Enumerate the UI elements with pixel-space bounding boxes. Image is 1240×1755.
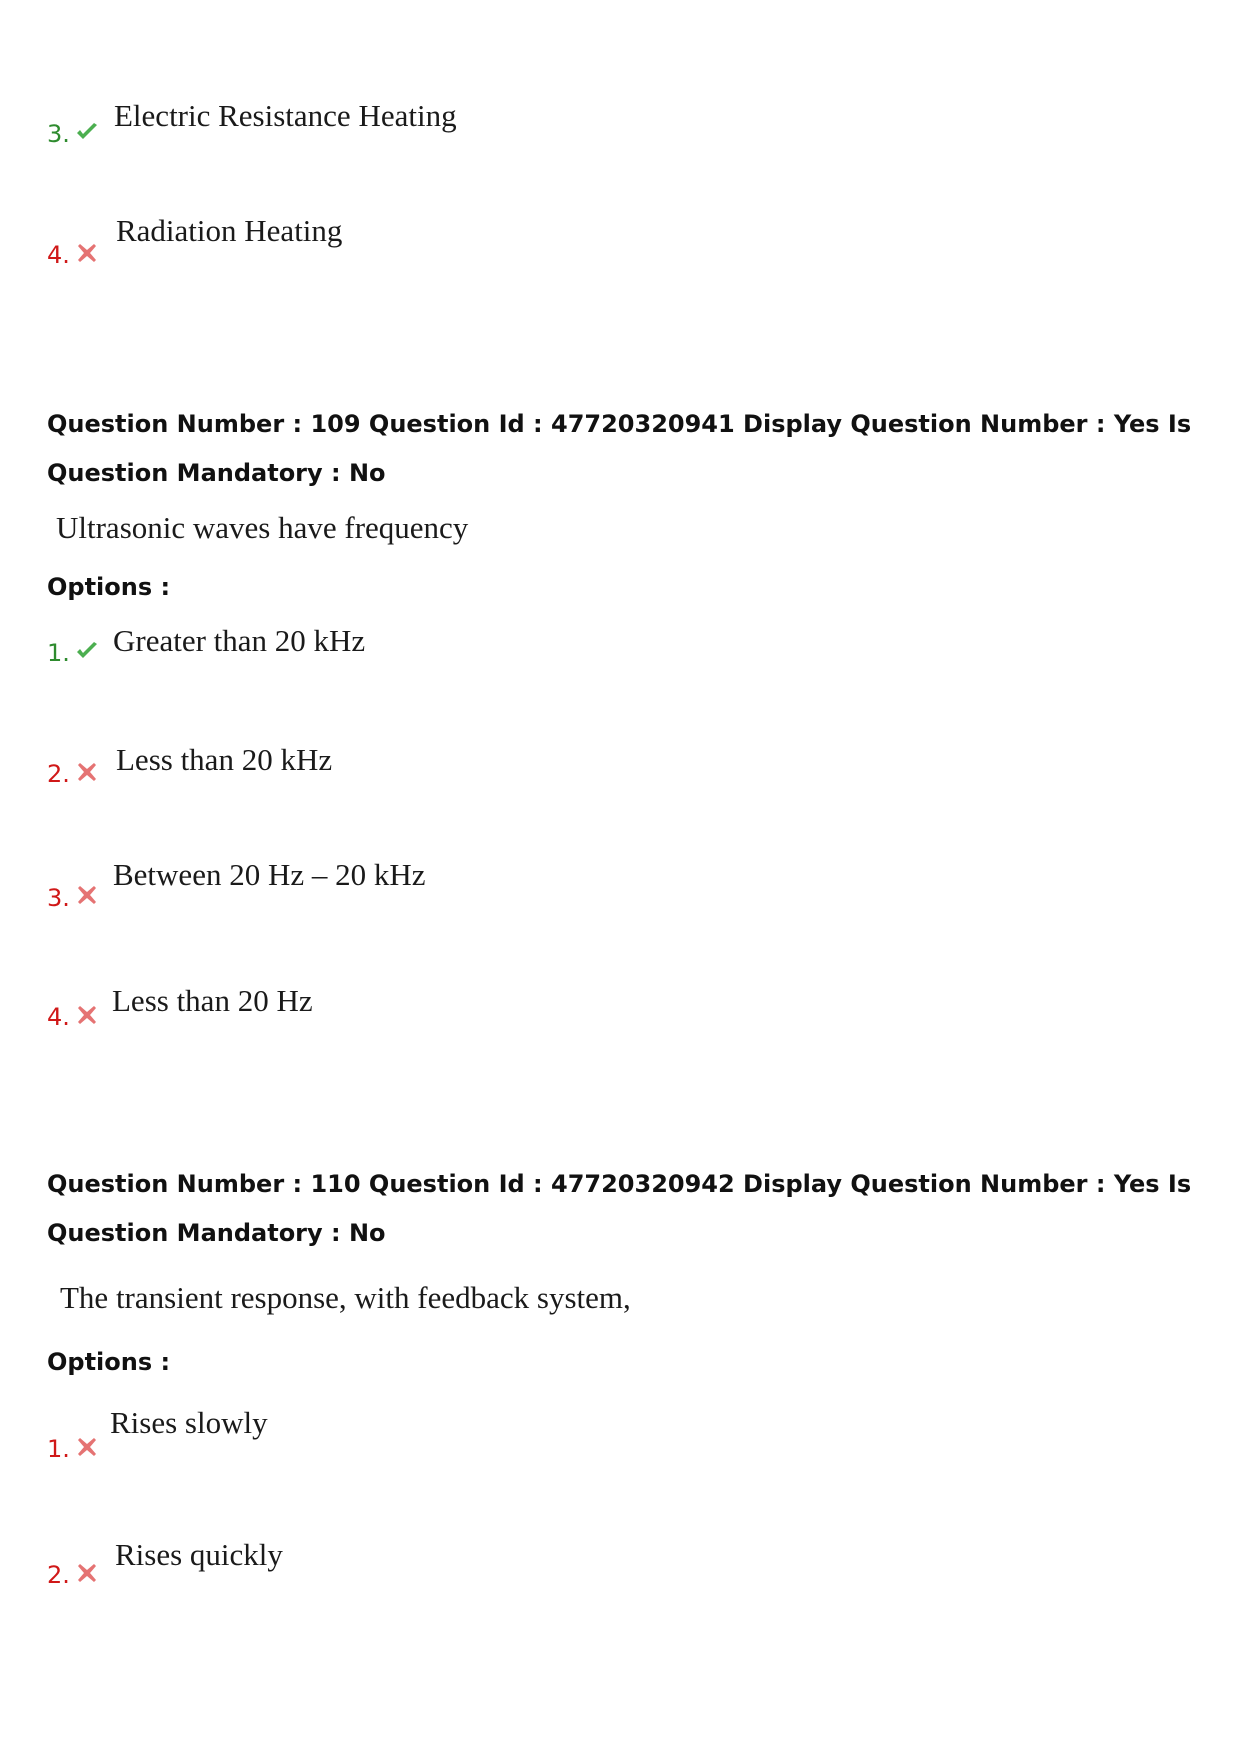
option-number: 3.: [47, 884, 70, 912]
check-icon: [75, 639, 99, 663]
q109-option-4: [47, 983, 747, 1063]
option-number: 3.: [47, 120, 70, 148]
option-text: Rises slowly: [110, 1405, 268, 1440]
option-number: 2.: [47, 760, 70, 788]
option-text: Greater than 20 kHz: [113, 623, 366, 658]
option-number: 4.: [47, 1003, 70, 1031]
q109-option-3: [47, 857, 747, 937]
q109-option-1: [47, 623, 747, 703]
option-text: Rises quickly: [115, 1537, 283, 1572]
question-header-110: Question Number : 110 Question Id : 47720320942 Display Question Number : Yes Is Question Mandatory : No: [47, 1170, 1192, 1247]
option-text: Electric Resistance Heating: [114, 98, 457, 133]
option-number: 2.: [47, 1561, 70, 1589]
question-header-109: Question Number : 109 Question Id : 47720320941 Display Question Number : Yes Is Question Mandatory : No: [47, 410, 1192, 487]
option-number: 1.: [47, 639, 70, 667]
option-text: Less than 20 kHz: [116, 742, 333, 777]
cross-icon: [75, 1561, 99, 1585]
check-icon: [75, 120, 99, 144]
q110-option-2: [47, 1537, 747, 1617]
prev-option-4: [47, 213, 747, 293]
cross-icon: [75, 1435, 99, 1459]
cross-icon: [75, 241, 99, 265]
option-text: Between 20 Hz – 20 kHz: [113, 857, 426, 892]
option-number: 4.: [47, 241, 70, 269]
option-text: Radiation Heating: [116, 213, 343, 248]
prev-option-3: [47, 98, 747, 178]
q110-option-1: [47, 1405, 747, 1485]
cross-icon: [75, 760, 99, 784]
question-text-109: Ultrasonic waves have frequency: [56, 510, 469, 545]
cross-icon: [75, 1003, 99, 1027]
question-text-110: The transient response, with feedback system,: [60, 1280, 631, 1315]
cross-icon: [75, 883, 99, 907]
option-number: 1.: [47, 1435, 70, 1463]
options-label-109: Options :: [47, 573, 171, 601]
options-label-110: Options :: [47, 1348, 171, 1376]
q109-option-2: [47, 742, 747, 822]
option-text: Less than 20 Hz: [112, 983, 313, 1018]
